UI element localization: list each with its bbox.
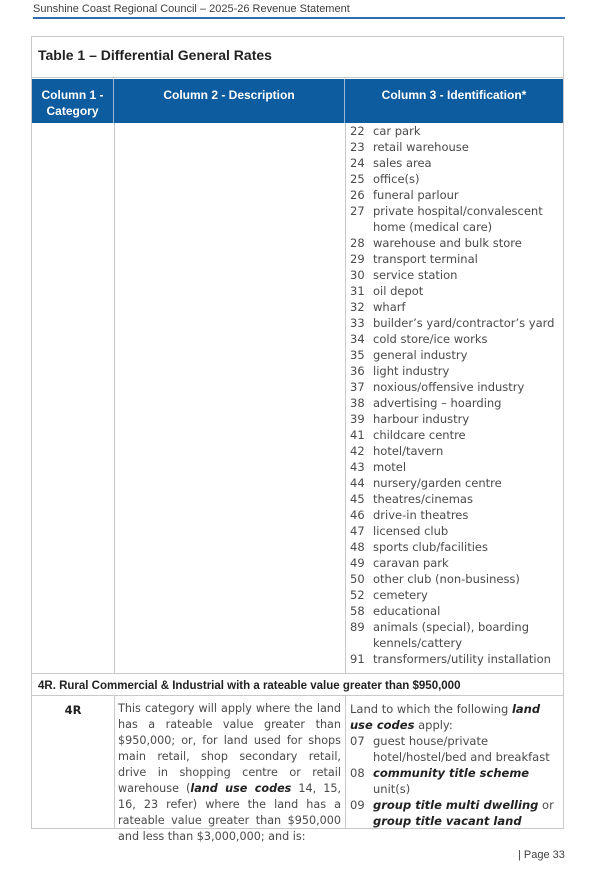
code-number: 25 (350, 172, 365, 186)
code-number: 49 (350, 556, 365, 570)
code-description: service station (373, 268, 458, 282)
list-item (350, 123, 560, 139)
code-description: car park (373, 124, 421, 138)
code-number: 32 (350, 300, 365, 314)
table-header-row (32, 79, 563, 123)
code-text: unit(s) (373, 782, 411, 796)
code-description: harbour industry (373, 412, 470, 426)
list-item (350, 315, 560, 331)
code-description: retail warehouse (373, 140, 469, 154)
code-number: 45 (350, 492, 365, 506)
code-number: 50 (350, 572, 365, 586)
code-number: 08 (350, 766, 365, 780)
column-divider (345, 123, 346, 673)
land-use-codes-list (350, 123, 560, 667)
code-number: 24 (350, 156, 365, 170)
code-number: 39 (350, 412, 365, 426)
code-number: 42 (350, 444, 365, 458)
list-item (350, 187, 560, 203)
column-header-description: Column 2 - Description (114, 79, 345, 123)
code-emphasis: community title scheme (373, 766, 530, 780)
code-description: transformers/utility installation (373, 652, 551, 666)
list-item (350, 733, 560, 765)
code-description: light industry (373, 364, 450, 378)
code-number: 09 (350, 798, 365, 812)
code-description: office(s) (373, 172, 420, 186)
code-description: childcare centre (373, 428, 466, 442)
column-divider (345, 695, 346, 828)
row-divider (32, 695, 563, 696)
list-item (350, 267, 560, 283)
category-identification (350, 701, 560, 829)
code-description: advertising – hoarding (373, 396, 502, 410)
code-description: theatres/cinemas (373, 492, 473, 506)
code-emphasis: group title vacant land (373, 814, 522, 828)
code-number: 38 (350, 396, 365, 410)
rates-table (31, 36, 564, 843)
code-number: 35 (350, 348, 365, 362)
identification-intro (350, 701, 560, 733)
code-description: oil depot (373, 284, 424, 298)
code-number: 37 (350, 380, 365, 394)
code-number: 30 (350, 268, 365, 282)
list-item (350, 203, 560, 235)
list-item (350, 331, 560, 347)
intro-text: Land to which the following (350, 702, 512, 716)
code-number: 29 (350, 252, 365, 266)
code-number: 43 (350, 460, 365, 474)
code-number: 41 (350, 428, 365, 442)
code-number: 23 (350, 140, 365, 154)
code-number: 28 (350, 236, 365, 250)
row-divider (32, 673, 563, 674)
code-description: animals (special), boarding kennels/cattery (373, 620, 530, 650)
code-emphasis: group title multi dwelling (373, 798, 539, 812)
code-description (373, 797, 560, 829)
code-number: 58 (350, 604, 365, 618)
list-item (350, 283, 560, 299)
page-header: Sunshine Coast Regional Council – 2025-26 Revenue Statement (33, 3, 565, 19)
code-number: 26 (350, 188, 365, 202)
code-number: 44 (350, 476, 365, 490)
code-description: general industry (373, 348, 468, 362)
list-item (350, 363, 560, 379)
code-number: 34 (350, 332, 365, 346)
code-description: guest house/private hotel/hostel/bed and breakfast (373, 734, 550, 764)
list-item (350, 539, 560, 555)
code-number: 27 (350, 204, 365, 218)
list-item (350, 571, 560, 587)
code-description: cold store/ice works (373, 332, 488, 346)
list-item (350, 427, 560, 443)
code-description: cemetery (373, 588, 428, 602)
column-divider (114, 695, 115, 828)
code-number: 89 (350, 620, 365, 634)
code-description: sales area (373, 156, 432, 170)
code-description (373, 765, 560, 797)
code-description: hotel/tavern (373, 444, 444, 458)
code-number: 07 (350, 734, 365, 748)
code-description: educational (373, 604, 441, 618)
code-number: 46 (350, 508, 365, 522)
description-emphasis: land use codes (190, 782, 292, 795)
intro-emphasis: land use codes (350, 702, 541, 732)
code-description: caravan park (373, 556, 449, 570)
description-text: 14, 15, 16, 23 refer) where the land has a rateable value greater than $950,000 and less than $3,000,000; and is: (118, 782, 342, 843)
caption-divider (32, 77, 563, 78)
list-item (350, 443, 560, 459)
list-item (350, 523, 560, 539)
list-item (350, 459, 560, 475)
code-text: or (538, 798, 554, 812)
code-number: 22 (350, 124, 365, 138)
code-description: warehouse and bulk store (373, 236, 522, 250)
list-item (350, 155, 560, 171)
code-description: private hospital/convalescent home (medical care) (373, 204, 543, 234)
list-item (350, 347, 560, 363)
page-number: | Page 33 (518, 849, 565, 861)
code-description: nursery/garden centre (373, 476, 502, 490)
code-description: noxious/offensive industry (373, 380, 525, 394)
category-code: 4R (64, 703, 82, 717)
list-item (350, 475, 560, 491)
list-item (350, 797, 560, 829)
table-caption: Table 1 – Differential General Rates (38, 47, 272, 63)
column-header-category: Column 1 - Category (32, 79, 114, 123)
column-divider (114, 123, 115, 673)
list-item (350, 235, 560, 251)
code-description: licensed club (373, 524, 449, 538)
description-text: This category will apply where the land has a rateable value greater than $950,000; or, for land used for shops main retail, shop secondary retail, drive in shopping centre or retail warehouse ( (118, 702, 341, 795)
list-item (350, 171, 560, 187)
list-item (350, 139, 560, 155)
category-description (118, 701, 341, 845)
list-item (350, 299, 560, 315)
code-description: drive-in theatres (373, 508, 469, 522)
code-number: 52 (350, 588, 365, 602)
list-item (350, 651, 560, 667)
code-number: 33 (350, 316, 365, 330)
code-description: wharf (373, 300, 406, 314)
list-item (350, 603, 560, 619)
code-description: sports club/facilities (373, 540, 488, 554)
code-number: 31 (350, 284, 365, 298)
list-item (350, 619, 560, 651)
list-item (350, 491, 560, 507)
list-item (350, 251, 560, 267)
code-number: 36 (350, 364, 365, 378)
list-item (350, 395, 560, 411)
code-description: funeral parlour (373, 188, 459, 202)
list-item (350, 507, 560, 523)
code-number: 47 (350, 524, 365, 538)
code-description: motel (373, 460, 407, 474)
intro-text: apply: (414, 718, 453, 732)
code-description: builder’s yard/contractor’s yard (373, 316, 555, 330)
list-item (350, 411, 560, 427)
list-item (350, 379, 560, 395)
list-item (350, 587, 560, 603)
code-description: transport terminal (373, 252, 478, 266)
category-heading-4r: 4R. Rural Commercial & Industrial with a rateable value greater than $950,000 (38, 680, 461, 692)
code-number: 91 (350, 652, 365, 666)
list-item (350, 765, 560, 797)
column-header-identification: Column 3 - Identification* (381, 88, 527, 102)
list-item (350, 555, 560, 571)
code-number: 48 (350, 540, 365, 554)
code-description: other club (non-business) (373, 572, 520, 586)
